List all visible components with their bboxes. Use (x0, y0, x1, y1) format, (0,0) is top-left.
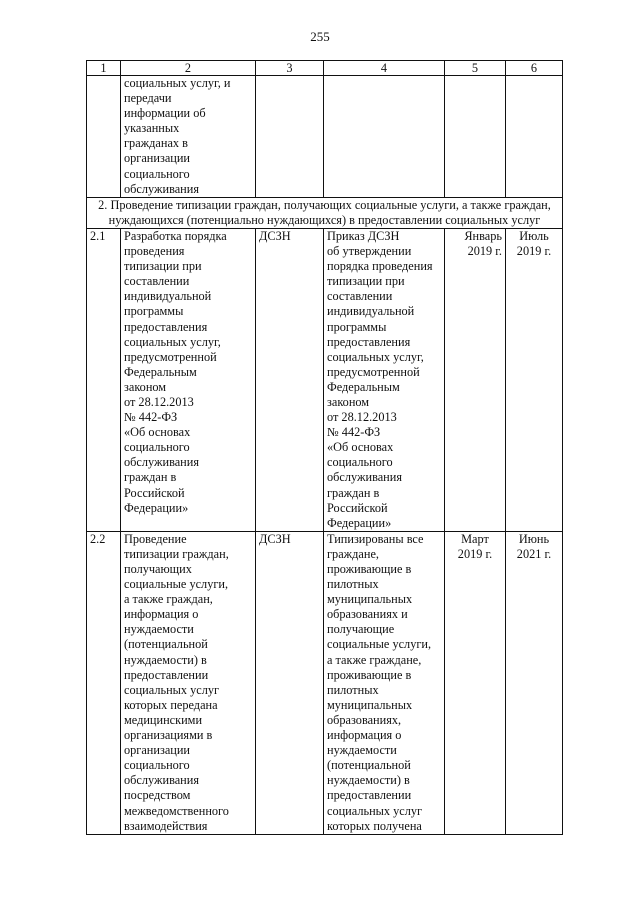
cell-result (324, 228, 445, 531)
section-title: 2. Проведение типизации граждан, получающих социальные услуги, а также граждан, нуждающихся (потенциально нуждающихся) в предоставлении социальных услуг (87, 197, 563, 228)
cell-start (445, 531, 506, 834)
cell-result-text: Приказ ДСЗН об утверждении порядка проведения типизации при составлении индивидуальной программы предоставления социальных услуг, предусмотренной Федеральным законом от 28.12.2013 № 442-ФЗ «Об основах социального обслуживания граждан в Российской Федерации» (327, 228, 433, 530)
cell-start (445, 228, 506, 531)
cell-end-text: Июль 2019 г. (516, 228, 552, 259)
cell-task-text: Проведение типизации граждан, получающих социальные услуги, а также граждан, информация о нуждаемости (потенциальной нуждаемости) в предоставлении социальных услуг которых передана медицинскими организациями в организации социального обслуживания посредством межведомственного взаимодействия (124, 531, 229, 833)
cell-responsible: ДСЗН (256, 531, 324, 834)
cell-result (324, 76, 445, 198)
cell-end (506, 76, 563, 198)
cell-responsible (256, 76, 324, 198)
header-cell: 3 (256, 61, 324, 76)
cell-responsible: ДСЗН (256, 228, 324, 531)
table-header-row (87, 61, 563, 76)
cell-task-text: Разработка порядка проведения типизации при составлении индивидуальной программы предоставления социальных услуг, предусмотренной Федеральным законом от 28.12.2013 № 442-ФЗ «Об основах социального обслуживания граждан в Российской Федерации» (124, 228, 227, 515)
cell-task-text: социальных услуг, и передачи информации об указанных гражданах в организации социального обслуживания (124, 76, 231, 196)
cell-end (506, 228, 563, 531)
cell-result-text: Типизированы все граждане, проживающие в пилотных муниципальных образованиях и получающие социальные услуги, а также граждане, проживающие в пилотных муниципальных образованиях, информация о нуждаемости (потенциальной нуждаемости) в предоставлении социальных услуг которых получена (327, 531, 432, 833)
cell-end (506, 531, 563, 834)
section-row (87, 197, 563, 228)
table-row (87, 228, 563, 531)
page-number: 255 (310, 29, 330, 44)
plan-table (86, 60, 563, 835)
header-cell: 2 (121, 61, 256, 76)
cell-start-text: Январь 2019 г. (464, 228, 502, 259)
header-cell: 1 (87, 61, 121, 76)
cell-start (445, 76, 506, 198)
cell-result (324, 531, 445, 834)
cell-task (121, 76, 256, 198)
table-row (87, 531, 563, 834)
table-row (87, 76, 563, 198)
cell-task (121, 531, 256, 834)
cell-start-text: Март 2019 г. (457, 531, 493, 561)
cell-num: 2.2 (87, 531, 121, 834)
cell-task (121, 228, 256, 531)
header-cell: 4 (324, 61, 445, 76)
cell-end-text: Июнь 2021 г. (516, 531, 552, 561)
cell-num (87, 76, 121, 198)
header-cell: 6 (506, 61, 563, 76)
cell-num: 2.1 (87, 228, 121, 531)
header-cell: 5 (445, 61, 506, 76)
